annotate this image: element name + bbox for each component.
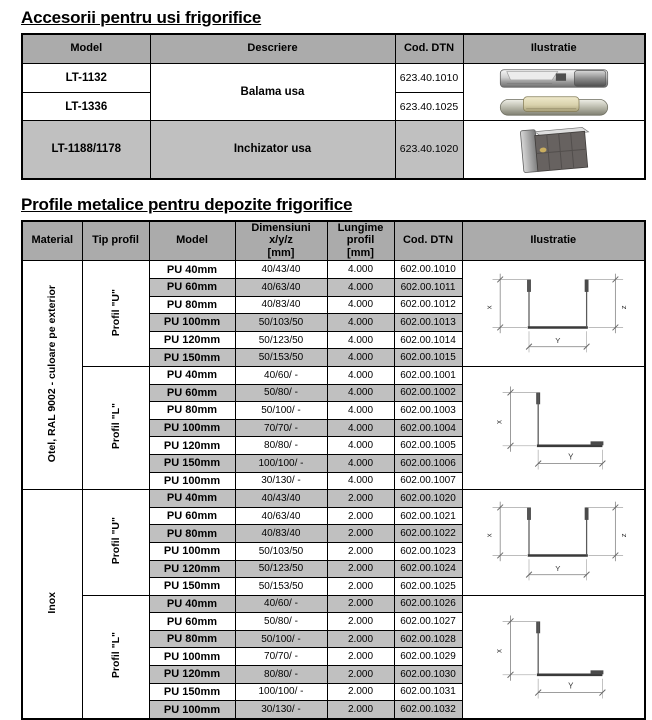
model-cell: PU 40mm bbox=[149, 490, 235, 508]
svg-text:z: z bbox=[619, 533, 629, 538]
svg-text:x: x bbox=[494, 420, 504, 425]
model-cell: PU 60mm bbox=[149, 507, 235, 525]
lungime-cell: 2.000 bbox=[327, 666, 394, 684]
dim-cell: 100/100/ - bbox=[235, 454, 327, 472]
model-cell: PU 100mm bbox=[149, 701, 235, 719]
ilustratie-cell bbox=[462, 366, 645, 489]
model-cell: PU 100mm bbox=[149, 542, 235, 560]
svg-text:x: x bbox=[494, 648, 504, 653]
lungime-cell: 4.000 bbox=[327, 331, 394, 349]
model-cell: PU 60mm bbox=[149, 613, 235, 631]
cod-dtn-cell: 602.00.1032 bbox=[394, 701, 462, 719]
model-cell: PU 120mm bbox=[149, 666, 235, 684]
table-row bbox=[22, 366, 645, 384]
material-cell bbox=[22, 490, 82, 719]
model-cell: PU 150mm bbox=[149, 683, 235, 701]
lungime-cell: 2.000 bbox=[327, 490, 394, 508]
table-header-row bbox=[22, 34, 645, 64]
svg-text:Y: Y bbox=[568, 452, 574, 462]
profil-label: Profil "U" bbox=[109, 517, 122, 565]
cod-dtn-cell: 602.00.1001 bbox=[394, 366, 462, 384]
col-header-cod-dtn: Cod. DTN bbox=[395, 34, 463, 64]
model-cell: PU 100mm bbox=[149, 314, 235, 332]
model-cell: PU 120mm bbox=[149, 437, 235, 455]
table-row bbox=[22, 595, 645, 613]
dim-cell: 40/63/40 bbox=[235, 279, 327, 297]
col-header-dimensiuni: Dimensiuni x/y/z [mm] bbox=[235, 221, 327, 261]
lungime-cell: 4.000 bbox=[327, 419, 394, 437]
model-cell: PU 40mm bbox=[149, 261, 235, 279]
dim-cell: 40/43/40 bbox=[235, 490, 327, 508]
tip-profil-cell bbox=[82, 366, 149, 489]
col-header-material: Material bbox=[22, 221, 82, 261]
cod-dtn-cell: 602.00.1002 bbox=[394, 384, 462, 402]
cod-dtn-cell: 602.00.1003 bbox=[394, 402, 462, 420]
cod-dtn-cell: 623.40.1010 bbox=[395, 64, 463, 93]
material-label: Inox bbox=[46, 591, 59, 614]
dim-cell: 80/80/ - bbox=[235, 437, 327, 455]
model-cell: PU 100mm bbox=[149, 472, 235, 490]
door-hinge-photos bbox=[466, 66, 643, 119]
table-row bbox=[22, 490, 645, 508]
svg-text:Y: Y bbox=[555, 564, 561, 574]
profil-label: Profil "U" bbox=[109, 288, 122, 336]
model-cell: PU 40mm bbox=[149, 366, 235, 384]
dim-cell: 50/103/50 bbox=[235, 314, 327, 332]
dim-cell: 50/153/50 bbox=[235, 349, 327, 367]
lungime-cell: 4.000 bbox=[327, 314, 394, 332]
col-header-descriere: Descriere bbox=[150, 34, 395, 64]
u-profile-diagram bbox=[469, 266, 637, 362]
section2-title: Profile metalice pentru depozite frigorifice bbox=[21, 194, 353, 214]
table-row bbox=[22, 121, 645, 179]
lungime-cell: 2.000 bbox=[327, 701, 394, 719]
ilustratie-cell bbox=[462, 595, 645, 719]
cod-dtn-cell: 623.40.1020 bbox=[395, 121, 463, 179]
dim-cell: 50/80/ - bbox=[235, 384, 327, 402]
model-cell: LT-1188/1178 bbox=[22, 121, 150, 179]
lungime-cell: 4.000 bbox=[327, 349, 394, 367]
model-cell: PU 150mm bbox=[149, 349, 235, 367]
dim-cell: 50/100/ - bbox=[235, 402, 327, 420]
cod-dtn-cell: 602.00.1006 bbox=[394, 454, 462, 472]
descriere-cell: Inchizator usa bbox=[150, 121, 395, 179]
dim-cell: 50/123/50 bbox=[235, 560, 327, 578]
lungime-cell: 4.000 bbox=[327, 279, 394, 297]
table-header-row bbox=[22, 221, 645, 261]
cod-dtn-cell: 602.00.1031 bbox=[394, 683, 462, 701]
svg-text:Y: Y bbox=[568, 681, 574, 691]
lungime-cell: 2.000 bbox=[327, 560, 394, 578]
col-header-ilustratie: Ilustratie bbox=[463, 34, 645, 64]
profil-label: Profil "L" bbox=[109, 632, 122, 679]
col-header-lungime: Lungime profil [mm] bbox=[327, 221, 394, 261]
ilustratie-cell bbox=[462, 261, 645, 367]
model-cell: PU 60mm bbox=[149, 279, 235, 297]
lungime-cell: 4.000 bbox=[327, 402, 394, 420]
lungime-cell: 4.000 bbox=[327, 437, 394, 455]
model-cell: PU 80mm bbox=[149, 630, 235, 648]
ilustratie-cell bbox=[462, 490, 645, 596]
svg-text:x: x bbox=[484, 305, 494, 309]
lungime-cell: 2.000 bbox=[327, 507, 394, 525]
col-header-cod-dtn: Cod. DTN bbox=[394, 221, 462, 261]
ilustratie-cell bbox=[463, 121, 645, 179]
cod-dtn-cell: 623.40.1025 bbox=[395, 93, 463, 121]
material-cell bbox=[22, 261, 82, 490]
cod-dtn-cell: 602.00.1013 bbox=[394, 314, 462, 332]
l-profile-diagram bbox=[469, 607, 637, 707]
cod-dtn-cell: 602.00.1027 bbox=[394, 613, 462, 631]
cod-dtn-cell: 602.00.1029 bbox=[394, 648, 462, 666]
table-row bbox=[22, 64, 645, 93]
model-cell: PU 120mm bbox=[149, 331, 235, 349]
col-header-tip-profil: Tip profil bbox=[82, 221, 149, 261]
cod-dtn-cell: 602.00.1028 bbox=[394, 630, 462, 648]
col-header-ilustratie: Ilustratie bbox=[462, 221, 645, 261]
model-cell: PU 80mm bbox=[149, 402, 235, 420]
cod-dtn-cell: 602.00.1011 bbox=[394, 279, 462, 297]
l-profile-diagram bbox=[469, 378, 637, 478]
cod-dtn-cell: 602.00.1014 bbox=[394, 331, 462, 349]
svg-text:x: x bbox=[484, 533, 494, 538]
model-cell: LT-1336 bbox=[22, 93, 150, 121]
lungime-cell: 2.000 bbox=[327, 613, 394, 631]
dim-cell: 100/100/ - bbox=[235, 683, 327, 701]
profil-label: Profil "L" bbox=[109, 403, 122, 450]
dim-cell: 40/83/40 bbox=[235, 296, 327, 314]
model-cell: PU 150mm bbox=[149, 578, 235, 596]
lungime-cell: 2.000 bbox=[327, 630, 394, 648]
dim-cell: 40/60/ - bbox=[235, 595, 327, 613]
lungime-cell: 4.000 bbox=[327, 454, 394, 472]
col-header-model: Model bbox=[149, 221, 235, 261]
model-cell: PU 150mm bbox=[149, 454, 235, 472]
cod-dtn-cell: 602.00.1004 bbox=[394, 419, 462, 437]
model-cell: LT-1132 bbox=[22, 64, 150, 93]
lungime-cell: 2.000 bbox=[327, 525, 394, 543]
lungime-cell: 4.000 bbox=[327, 384, 394, 402]
lungime-cell: 2.000 bbox=[327, 595, 394, 613]
dim-cell: 40/60/ - bbox=[235, 366, 327, 384]
dim-cell: 50/80/ - bbox=[235, 613, 327, 631]
lungime-cell: 4.000 bbox=[327, 366, 394, 384]
dim-cell: 40/63/40 bbox=[235, 507, 327, 525]
dim-cell: 40/43/40 bbox=[235, 261, 327, 279]
cod-dtn-cell: 602.00.1030 bbox=[394, 666, 462, 684]
lungime-cell: 2.000 bbox=[327, 542, 394, 560]
cod-dtn-cell: 602.00.1015 bbox=[394, 349, 462, 367]
dim-cell: 70/70/ - bbox=[235, 648, 327, 666]
lungime-cell: 2.000 bbox=[327, 648, 394, 666]
dim-cell: 50/153/50 bbox=[235, 578, 327, 596]
dim-cell: 50/100/ - bbox=[235, 630, 327, 648]
dim-cell: 40/83/40 bbox=[235, 525, 327, 543]
cod-dtn-cell: 602.00.1010 bbox=[394, 261, 462, 279]
tip-profil-cell bbox=[82, 490, 149, 596]
door-latch-photo bbox=[508, 122, 600, 176]
accessories-table bbox=[21, 33, 646, 180]
tip-profil-cell bbox=[82, 261, 149, 367]
model-cell: PU 100mm bbox=[149, 648, 235, 666]
section1-title: Accesorii pentru usi frigorifice bbox=[21, 8, 262, 27]
dim-cell: 30/130/ - bbox=[235, 701, 327, 719]
descriere-cell: Balama usa bbox=[150, 64, 395, 121]
svg-text:Y: Y bbox=[555, 335, 561, 345]
cod-dtn-cell: 602.00.1022 bbox=[394, 525, 462, 543]
col-header-model: Model bbox=[22, 34, 150, 64]
lungime-cell: 2.000 bbox=[327, 683, 394, 701]
dim-cell: 30/130/ - bbox=[235, 472, 327, 490]
table-row bbox=[22, 261, 645, 279]
model-cell: PU 60mm bbox=[149, 384, 235, 402]
material-label: Otel, RAL 9002 - culoare pe exterior bbox=[46, 285, 59, 463]
dim-cell: 50/123/50 bbox=[235, 331, 327, 349]
cod-dtn-cell: 602.00.1005 bbox=[394, 437, 462, 455]
cod-dtn-cell: 602.00.1025 bbox=[394, 578, 462, 596]
door-hinge-chrome-photo bbox=[498, 66, 610, 91]
cod-dtn-cell: 602.00.1021 bbox=[394, 507, 462, 525]
dim-cell: 80/80/ - bbox=[235, 666, 327, 684]
lungime-cell: 4.000 bbox=[327, 472, 394, 490]
cod-dtn-cell: 602.00.1026 bbox=[394, 595, 462, 613]
model-cell: PU 80mm bbox=[149, 296, 235, 314]
lungime-cell: 4.000 bbox=[327, 296, 394, 314]
cod-dtn-cell: 602.00.1012 bbox=[394, 296, 462, 314]
cod-dtn-cell: 602.00.1024 bbox=[394, 560, 462, 578]
model-cell: PU 40mm bbox=[149, 595, 235, 613]
lungime-cell: 2.000 bbox=[327, 578, 394, 596]
cod-dtn-cell: 602.00.1020 bbox=[394, 490, 462, 508]
u-profile-diagram bbox=[469, 494, 637, 590]
ilustratie-cell bbox=[463, 64, 645, 121]
profiles-table bbox=[21, 220, 646, 720]
dim-cell: 50/103/50 bbox=[235, 542, 327, 560]
cod-dtn-cell: 602.00.1007 bbox=[394, 472, 462, 490]
tip-profil-cell bbox=[82, 595, 149, 719]
model-cell: PU 80mm bbox=[149, 525, 235, 543]
dim-cell: 70/70/ - bbox=[235, 419, 327, 437]
door-hinge-roller-photo bbox=[498, 94, 610, 119]
cod-dtn-cell: 602.00.1023 bbox=[394, 542, 462, 560]
lungime-cell: 4.000 bbox=[327, 261, 394, 279]
model-cell: PU 120mm bbox=[149, 560, 235, 578]
svg-text:z: z bbox=[619, 305, 629, 309]
model-cell: PU 100mm bbox=[149, 419, 235, 437]
